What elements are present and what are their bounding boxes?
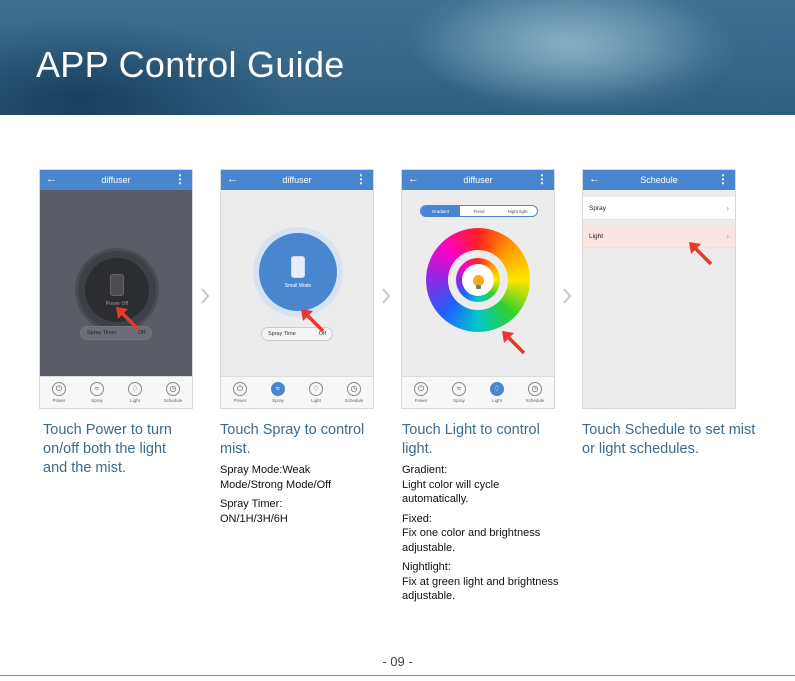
fixed-title: Fixed:	[402, 512, 432, 525]
fixed-text: Fix one color and brightness adjustable.	[402, 527, 541, 554]
spray-mode-values: Mode/Strong Mode/Off	[220, 478, 332, 491]
bulb-button[interactable]	[462, 264, 494, 296]
back-arrow-icon[interactable]: ←	[408, 173, 419, 185]
gradient-title: Gradient:	[402, 464, 448, 476]
gradient-text: Light color will cycle automatically.	[402, 478, 500, 505]
spray-icon: ≈	[271, 382, 285, 396]
nav-schedule[interactable]	[156, 382, 190, 403]
spray-circle[interactable]	[259, 233, 337, 311]
diffuser-device-icon	[291, 256, 305, 278]
light-icon: ♢	[490, 382, 504, 396]
power-icon: ⏻	[233, 382, 247, 396]
spray-description	[220, 463, 390, 526]
spray-timer-value: Off	[137, 330, 145, 336]
back-arrow-icon[interactable]: ←	[589, 173, 600, 185]
nav-label: Spray	[272, 398, 284, 403]
chevron-right-icon: ›	[726, 231, 729, 241]
bottom-nav	[40, 376, 192, 408]
nav-light[interactable]	[480, 382, 514, 403]
spray-icon: ≈	[452, 382, 466, 396]
pointer-arrow-icon	[114, 305, 140, 331]
nav-label: Power	[233, 398, 247, 403]
nav-light[interactable]	[118, 382, 152, 403]
chevron-right-icon: ›	[726, 203, 729, 213]
nav-label: Power	[52, 398, 66, 403]
nav-spray[interactable]	[80, 382, 114, 403]
nav-label: Light	[130, 398, 140, 403]
app-title: diffuser	[282, 175, 312, 185]
caption-light: Touch Light to control light.	[402, 422, 540, 457]
nav-label: Schedule	[163, 398, 183, 403]
tab-night-light[interactable]: Night light	[507, 208, 528, 214]
schedule-row-spray[interactable]	[583, 197, 735, 220]
nav-label: Spray	[91, 398, 103, 403]
nav-power[interactable]	[404, 382, 438, 403]
spray-timer-label: Spray Timer	[87, 330, 117, 336]
screenshot-power	[39, 169, 193, 409]
light-description	[402, 463, 562, 604]
more-menu-icon[interactable]: ⋮	[536, 172, 548, 186]
chevron-right-icon	[200, 287, 210, 305]
screenshot-light	[401, 169, 555, 409]
diffuser-device-icon	[110, 274, 124, 296]
power-icon: ⏻	[52, 382, 66, 396]
pointer-arrow-icon	[687, 240, 713, 266]
caption-schedule: Touch Schedule to set mist or light schedules.	[582, 422, 756, 457]
light-bulb-icon	[473, 275, 484, 286]
pointer-arrow-icon	[299, 307, 325, 333]
nav-spray[interactable]	[442, 382, 476, 403]
nav-schedule[interactable]	[337, 382, 371, 403]
nav-label: Light	[311, 398, 321, 403]
pointer-arrow-icon	[500, 329, 526, 355]
app-title: diffuser	[101, 175, 131, 185]
light-icon: ♢	[309, 382, 323, 396]
schedule-icon: ◷	[347, 382, 361, 396]
spray-icon: ≈	[90, 382, 104, 396]
header-banner	[0, 0, 795, 115]
back-arrow-icon[interactable]: ←	[227, 173, 238, 185]
nav-label: Schedule	[525, 398, 545, 403]
screenshot-spray	[220, 169, 374, 409]
chevron-right-icon	[381, 287, 391, 305]
tab-gradient[interactable]: Gradient	[421, 206, 460, 216]
app-title: Schedule	[640, 175, 678, 185]
spray-timer-title: Spray Timer:	[220, 498, 283, 510]
back-arrow-icon[interactable]: ←	[46, 173, 57, 185]
spray-time-label: Spray Time	[268, 331, 296, 337]
more-menu-icon[interactable]: ⋮	[355, 172, 367, 186]
nav-label: Schedule	[344, 398, 364, 403]
nightlight-text: Fix at green light and brightness adjustable.	[402, 575, 559, 602]
tab-fixed[interactable]: Fixed	[473, 208, 485, 214]
banner-glow	[420, 0, 740, 115]
schedule-icon: ◷	[166, 382, 180, 396]
power-status-text: Power Off	[105, 300, 129, 307]
nav-schedule[interactable]	[518, 382, 552, 403]
caption-spray: Touch Spray to control mist.	[220, 422, 365, 457]
page-number: - 09 -	[382, 654, 413, 669]
nav-light[interactable]	[299, 382, 333, 403]
chevron-right-icon	[562, 287, 572, 305]
app-bar	[221, 170, 373, 190]
nav-label: Spray	[453, 398, 465, 403]
dimmed-overlay	[40, 190, 192, 377]
app-bar	[40, 170, 192, 190]
nav-label: Light	[492, 398, 502, 403]
nav-spray[interactable]	[261, 382, 295, 403]
more-menu-icon[interactable]: ⋮	[174, 172, 186, 186]
more-menu-icon[interactable]: ⋮	[717, 172, 729, 186]
power-icon: ⏻	[414, 382, 428, 396]
app-bar	[583, 170, 735, 190]
bottom-nav	[221, 376, 373, 408]
caption-power: Touch Power to turn on/off both the light and the mist.	[43, 422, 172, 476]
nav-power[interactable]	[42, 382, 76, 403]
light-icon: ♢	[128, 382, 142, 396]
spray-mode-title: Spray Mode:Weak	[220, 464, 311, 476]
nav-label: Power	[414, 398, 428, 403]
spray-circle-ring	[253, 227, 343, 317]
bottom-nav	[402, 376, 554, 408]
light-mode-tabs	[420, 205, 538, 217]
schedule-icon: ◷	[528, 382, 542, 396]
spray-mode-text: Small Mode	[284, 282, 312, 289]
color-wheel[interactable]	[426, 228, 530, 332]
row-label: Light	[589, 232, 604, 240]
app-bar	[402, 170, 554, 190]
spray-time-value: Off	[318, 331, 326, 337]
page-title: APP Control Guide	[36, 44, 345, 85]
footer-rule	[0, 675, 795, 676]
app-title: diffuser	[463, 175, 493, 185]
screenshot-schedule	[582, 169, 736, 409]
spray-timer-values: ON/1H/3H/6H	[220, 512, 288, 525]
row-label: Spray	[589, 204, 606, 212]
nightlight-title: Nightlight:	[402, 561, 451, 573]
nav-power[interactable]	[223, 382, 257, 403]
